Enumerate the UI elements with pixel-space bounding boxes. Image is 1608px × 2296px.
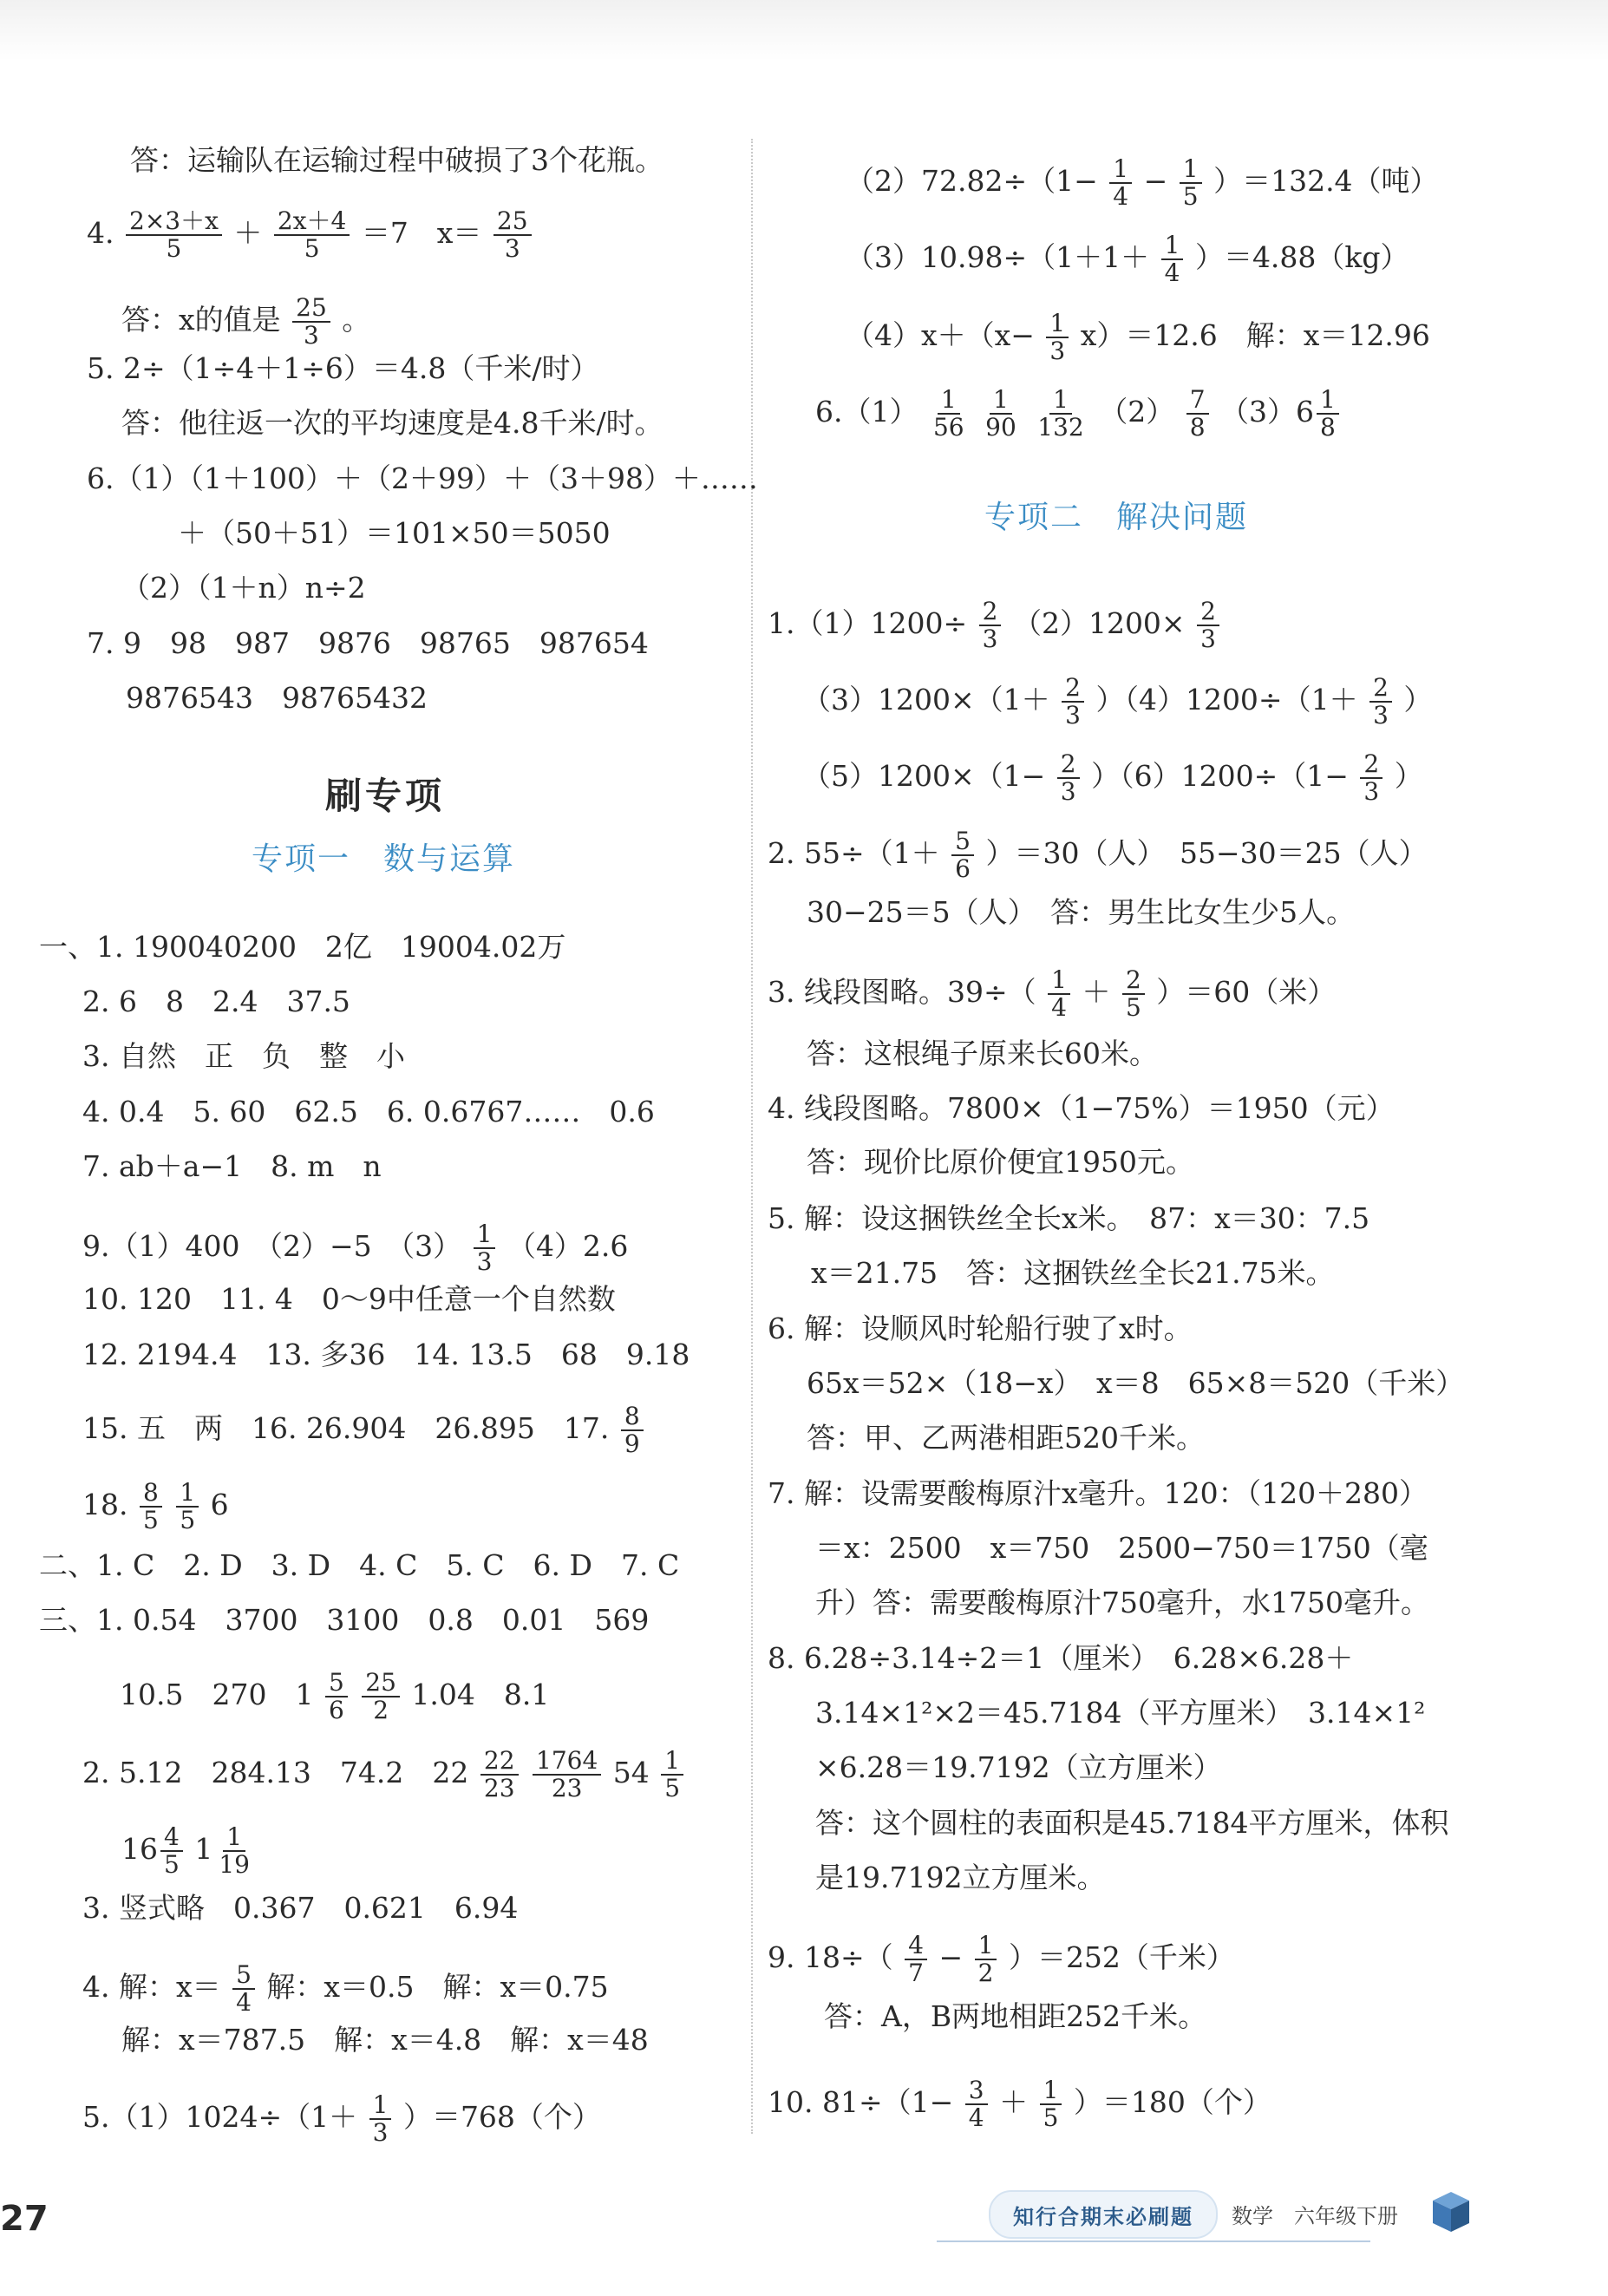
answer-line: 答：这根绳子原来长60米。 xyxy=(807,1037,1158,1070)
fraction: $\frac{8}{9}$ xyxy=(621,1403,644,1457)
equation-line: 1.（1）1200÷ $\frac{2}{3}$ （2）1200× $\frac{2}{3}$ xyxy=(768,599,1222,652)
equation-line: （2）72.82÷（1− $\frac{1}{4}$ − $\frac{1}{5}$ ）＝132.4（吨） xyxy=(846,154,1439,211)
equation-line: 3. 线段图略。39÷（ $\frac{1}{4}$ ＋ $\frac{2}{5}$ ）＝60（米） xyxy=(768,965,1337,1022)
equation-line: 9. 18÷（ $\frac{4}{7}$ − $\frac{1}{2}$ ）＝252（千米） xyxy=(768,1931,1235,1987)
fraction: $\frac{1}{4}$ xyxy=(1109,156,1132,210)
fraction: $\frac{22}{23}$ xyxy=(480,1748,519,1802)
answer-line: 9.（1）400 （2）−5 （3） $\frac{1}{3}$ （4）2.6 xyxy=(82,1220,629,1276)
answer-line: 答：运输队在运输过程中破损了3个花瓶。 xyxy=(130,143,663,177)
fraction: $\frac{1}{8}$ xyxy=(1317,387,1339,441)
fraction: $\frac{5}{6}$ xyxy=(951,828,974,882)
fraction: $\frac{1}{3}$ xyxy=(369,2092,392,2146)
fraction: $\frac{2}{3}$ xyxy=(979,599,1002,652)
fraction: $\frac{1}{5}$ xyxy=(176,1480,199,1534)
answer-line: 三、1. 0.54 3700 3100 0.8 0.01 569 xyxy=(39,1603,650,1637)
answer-line: 答：他往返一次的平均速度是4.8千米/时。 xyxy=(121,406,663,440)
answer-line: 3. 自然 正 负 整 小 xyxy=(82,1039,405,1073)
fraction: $\frac{5}{4}$ xyxy=(232,1962,255,2016)
section-heading: 专项二 解决问题 xyxy=(984,500,1249,535)
equation-line: ＋（50＋51）＝101×50＝5050 xyxy=(178,516,611,550)
answer-line: 9876543 98765432 xyxy=(126,681,428,715)
fraction: $\frac{2x+4}{5}$ xyxy=(274,208,350,262)
fraction: $\frac{2\times 3+x}{5}$ xyxy=(126,208,222,262)
answer-line: 答：这个圆柱的表面积是45.7184平方厘米，体积 xyxy=(815,1806,1449,1840)
equation-line: 6. 解：设顺风时轮船行驶了x时。 xyxy=(768,1312,1193,1345)
fraction: $\frac{25}{2}$ xyxy=(362,1670,400,1724)
equation-line: 7. 解：设需要酸梅原汁x毫升。120：（120＋280） xyxy=(768,1476,1428,1510)
equation-line: （4）x＋（x− $\frac{1}{3}$ x）＝12.6 解：x＝12.96 xyxy=(846,309,1430,365)
equation-line: （2）（1＋n）n÷2 xyxy=(121,571,366,605)
answer-line: 2. 5.12 284.13 74.2 22 $\frac{22}{23}$ $\frac{1764}{23}$ 54 $\frac{1}{5}$ xyxy=(82,1748,686,1802)
answer-line: 12. 2194.4 13. 多36 14. 13.5 68 9.18 xyxy=(82,1338,690,1371)
fraction: $\frac{1}{2}$ xyxy=(975,1933,997,1986)
cube-icon xyxy=(1431,2190,1471,2234)
answer-line: 6.（1） $\frac{1}{56}$ $\frac{1}{90}$ $\frac{1}{132}$ （2） $\frac{7}{8}$ （3）6 $\frac{1}{8}$ xyxy=(815,387,1342,441)
answer-line: 18. $\frac{8}{5}$ $\frac{1}{5}$ 6 xyxy=(82,1478,229,1534)
equation-line: 4. $\frac{2\times 3+x}{5}$ ＋ $\frac{2x+4}{5}$ ＝7 x＝ $\frac{25}{3}$ xyxy=(87,208,534,262)
fraction: $\frac{2}{3}$ xyxy=(1062,675,1084,729)
fraction: $\frac{1}{3}$ xyxy=(474,1221,496,1275)
fraction: $\frac{5}{6}$ xyxy=(325,1670,348,1724)
fraction: $\frac{25}{3}$ xyxy=(494,208,532,262)
answer-line: 7. 9 98 987 9876 98765 987654 xyxy=(87,626,649,660)
answer-line: x＝21.75 答：这捆铁丝全长21.75米。 xyxy=(811,1256,1335,1290)
fraction: $\frac{2}{3}$ xyxy=(1057,751,1080,805)
fraction: $\frac{25}{3}$ xyxy=(292,295,330,349)
fraction: $\frac{2}{3}$ xyxy=(1369,675,1392,729)
fraction: $\frac{3}{4}$ xyxy=(965,2077,988,2131)
answer-line: 15. 五 两 16. 26.904 26.895 17. $\frac{8}{9}$ xyxy=(82,1403,646,1457)
equation-line: ×6.28＝19.7192（立方厘米） xyxy=(815,1750,1222,1784)
answer-line: 一、1. 190040200 2亿 19004.02万 xyxy=(39,930,566,964)
answer-line: 5.（1）1024÷（1＋ $\frac{1}{3}$ ）＝768（个） xyxy=(82,2090,601,2147)
answer-line: 3. 竖式略 0.367 0.621 6.94̇ xyxy=(82,1891,519,1925)
equation-line: 5. 2÷（1÷4＋1÷6）＝4.8（千米/时） xyxy=(87,351,599,385)
answer-line: 10.5 270 1 $\frac{5}{6}$ $\frac{25}{2}$ 1.04 8.1 xyxy=(120,1668,550,1724)
answer-line: 30−25＝5（人） 答：男生比女生少5人。 xyxy=(807,895,1356,929)
fraction: $\frac{2}{5}$ xyxy=(1122,967,1145,1021)
equation-line: 4. 线段图略。7800×（1−75%）＝1950（元） xyxy=(768,1091,1395,1125)
answer-line: 4. 0.4 5. 60 62.5 6. 0.6767…… 0.6 xyxy=(82,1095,655,1128)
section-heading: 专项一 数与运算 xyxy=(252,841,516,877)
answer-line: 二、1. C 2. D 3. D 4. C 5. C 6. D 7. C xyxy=(39,1548,680,1582)
fraction: $\frac{7}{8}$ xyxy=(1186,387,1209,441)
section-title: 刷专项 xyxy=(325,775,446,817)
answer-line: 7. ab＋a−1 8. m n xyxy=(82,1149,382,1183)
fraction: $\frac{2}{3}$ xyxy=(1197,599,1219,652)
answer-line: 是19.7192立方厘米。 xyxy=(815,1861,1106,1894)
answer-line: 16 $\frac{4}{5}$ 1 $\frac{1}{19}$ xyxy=(121,1824,256,1878)
fraction: $\frac{1}{5}$ xyxy=(1180,156,1202,210)
fraction: $\frac{8}{5}$ xyxy=(140,1480,162,1534)
footer-rule xyxy=(937,2240,1370,2242)
answer-line: 答：现价比原价便宜1950元。 xyxy=(807,1145,1194,1179)
equation-line: 65x＝52×（18−x） x＝8 65×8＝520（千米） xyxy=(807,1366,1465,1400)
equation-line: 8. 6.28÷3.14÷2＝1（厘米） 6.28×6.28＋ xyxy=(768,1641,1354,1675)
equation-line: 2. 55÷（1＋ $\frac{5}{6}$ ）＝30（人） 55−30＝25（人） xyxy=(768,827,1428,883)
answer-line: 10. 120 11. 4 0～9中任意一个自然数 xyxy=(82,1282,616,1316)
fraction: $\frac{2}{3}$ xyxy=(1360,751,1382,805)
answer-line: 升）答：需要酸梅原汁750毫升，水1750毫升。 xyxy=(815,1586,1429,1619)
answer-line: 答：x的值是 $\frac{25}{3}$ 。 xyxy=(121,293,371,350)
equation-line: （3）10.98÷（1＋1＋ $\frac{1}{4}$ ）＝4.88（kg） xyxy=(846,231,1409,287)
fraction: $\frac{1}{5}$ xyxy=(661,1748,683,1802)
fraction: $\frac{4}{7}$ xyxy=(905,1933,927,1986)
equation-line: ＝x：2500 x＝750 2500−750＝1750（毫 xyxy=(815,1531,1428,1565)
answer-line: 答：A，B两地相距252千米。 xyxy=(824,1999,1207,2033)
answer-line: 4. 解：x＝ $\frac{5}{4}$ 解：x＝0.5 解：x＝0.75 xyxy=(82,1960,609,2017)
equation-line: （5）1200×（1− $\frac{2}{3}$ ）（6）1200÷（1− $\frac{2}{3}$ ） xyxy=(802,749,1423,806)
answer-line: 2. 6 8 2.4 37.5 xyxy=(82,984,350,1018)
fraction: $\frac{1}{90}$ xyxy=(985,385,1016,442)
fraction: $\frac{1}{4}$ xyxy=(1048,967,1070,1021)
equation-line: 5. 解：设这捆铁丝全长x米。 87：x＝30：7.5 xyxy=(768,1201,1370,1235)
fraction: $\frac{1}{56}$ xyxy=(932,385,964,442)
equation-line: 6.（1）（1＋100）＋（2＋99）＋（3＋98）＋…… xyxy=(87,461,758,495)
fraction: $\frac{1}{3}$ xyxy=(1046,311,1069,364)
fraction: $\frac{1}{5}$ xyxy=(1040,2077,1062,2131)
fraction: $\frac{1764}{23}$ xyxy=(533,1748,601,1802)
subject-label: 数学 六年级下册 xyxy=(1232,2204,1398,2228)
equation-line: 3.14×1²×2＝45.7184（平方厘米） 3.14×1² xyxy=(815,1696,1426,1730)
fraction: $\frac{1}{19}$ xyxy=(219,1822,250,1879)
equation-line: 10. 81÷（1− $\frac{3}{4}$ ＋ $\frac{1}{5}$ ）＝180（个） xyxy=(768,2076,1271,2132)
series-logo: 知行合期末必刷题 xyxy=(989,2190,1218,2239)
column-divider xyxy=(751,139,753,2134)
fraction: $\frac{4}{5}$ xyxy=(160,1824,183,1878)
fraction: $\frac{1}{4}$ xyxy=(1161,232,1184,286)
page-number: 27 xyxy=(0,2199,49,2239)
equation-line: （3）1200×（1＋ $\frac{2}{3}$ ）（4）1200÷（1＋ $\frac{2}{3}$ ） xyxy=(802,673,1433,729)
fraction: $\frac{1}{132}$ xyxy=(1037,385,1084,442)
answer-line: 解：x＝787.5 解：x＝4.8 解：x＝48 xyxy=(121,2023,649,2057)
page-top-shade xyxy=(0,0,1608,61)
answer-line: 答：甲、乙两港相距520千米。 xyxy=(807,1421,1205,1455)
